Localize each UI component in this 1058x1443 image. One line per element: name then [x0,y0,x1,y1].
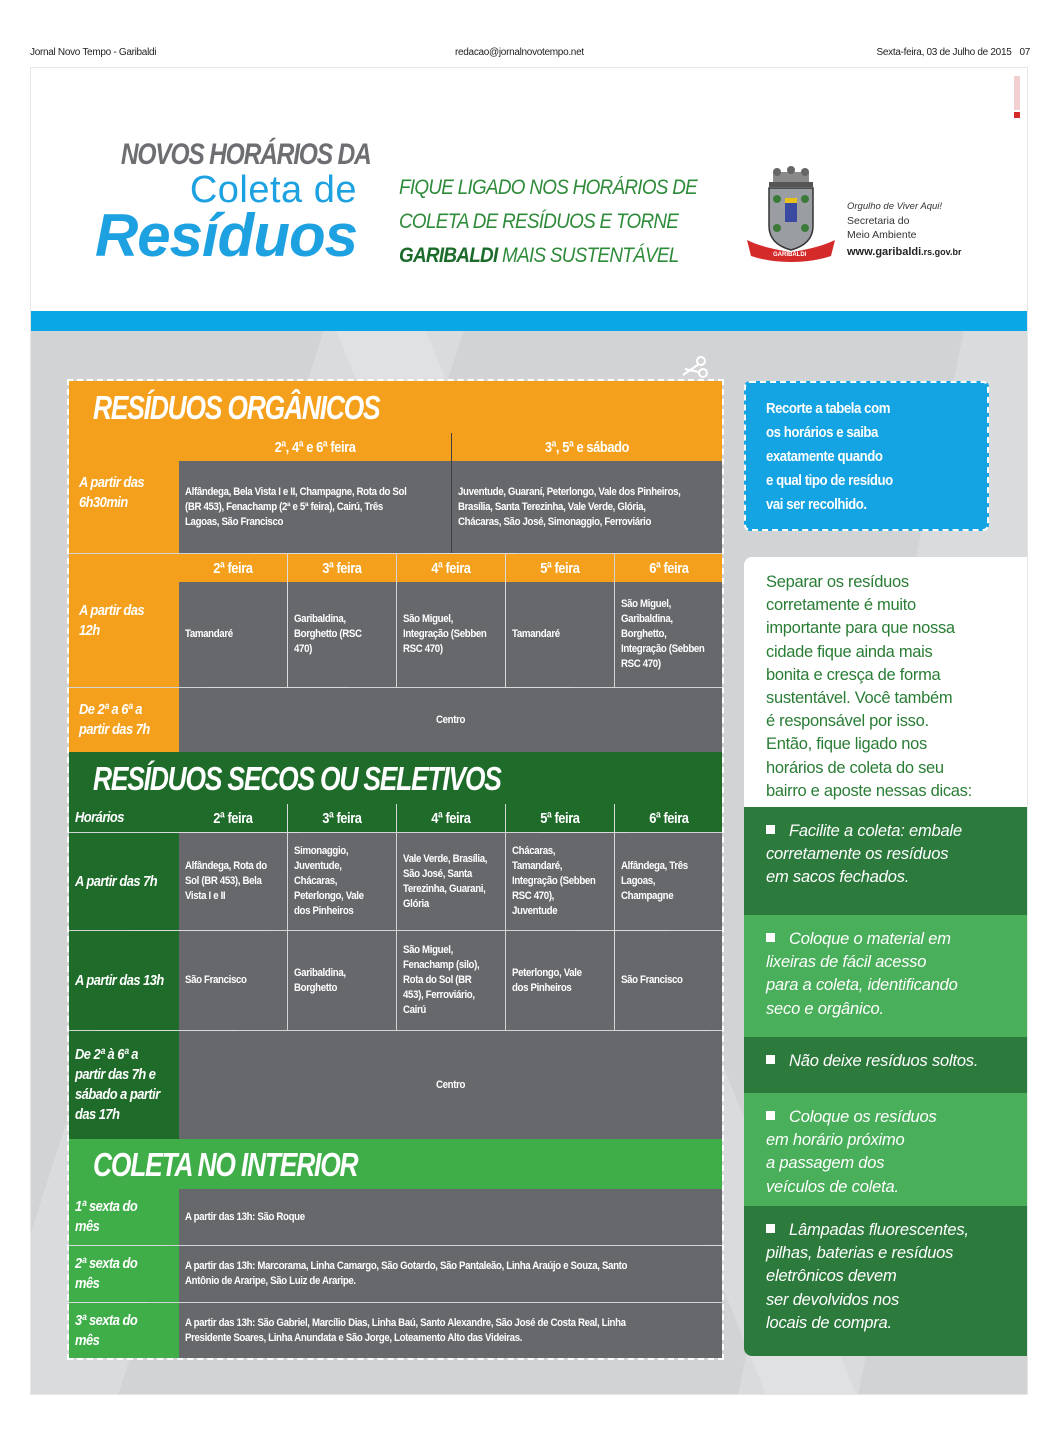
headline-line-3: Resíduos [94,202,357,269]
tip-item: Lâmpadas fluorescentes, pilhas, baterias e resíduos eletrônicos devem ser devolvidos nos locais de compra. [744,1206,1027,1356]
city-motto: Orgulho de Viver Aqui! [847,201,943,212]
headline-line-2: Coleta de [189,169,357,211]
city-website-link[interactable] [847,245,962,259]
square-bullet-icon [766,933,775,942]
ad-header [31,68,1027,311]
dry-header-wednesday: 4ª feira [397,804,505,832]
dry-cell-13h-wednesday: São Miguel, Fenachamp (silo), Rota do Sol (BR 453), Ferroviário, Cairú [397,931,505,1030]
square-bullet-icon [766,1111,775,1120]
dry-cell-7h-friday: Alfândega, Três Lagoas, Champagne [615,833,722,930]
tip-item: Coloque o material em lixeiras de fácil acesso para a coleta, identificando seco e orgânico. [744,915,1027,1037]
dry-cell-13h-friday: São Francisco [615,931,722,1030]
interior-section-title: COLETA NO INTERIOR [69,1139,722,1189]
interior-row-label-3: 3ª sexta do mês [69,1303,179,1358]
tip-item: Coloque os resíduos em horário próximo a passagem dos veículos de coleta. [744,1093,1027,1206]
interior-cell-1: A partir das 13h: São Roque [179,1189,722,1245]
blue-divider [31,311,1027,331]
organic-cell-12h-friday: São Miguel, Garibaldina, Borghetto, Integração (Sebben RSC 470) [615,582,722,687]
website-domain: www.garibaldi [847,246,922,258]
schedule-panel [31,331,1027,1394]
dry-header-schedule: Horários [69,804,179,832]
organic-header-wednesday: 4ª feira [397,554,505,582]
department-line-2: Meio Ambiente [847,229,917,241]
page-number: 07 [1019,47,1030,58]
square-bullet-icon [766,1224,775,1233]
dry-header-friday: 6ª feira [615,804,722,832]
issue-date: Sexta-feira, 03 de Julho de 2015 [876,47,1012,58]
dry-cell-13h-tuesday: Garibaldina, Borghetto [288,931,396,1030]
square-bullet-icon [766,825,775,834]
organic-cell-0630-tue-thu-sat: Juventude, Guaraní, Peterlongo, Vale dos Pinheiros, Brasília, Santa Terezinha, Vale Verde, Glória, Chácaras, São José, Simonaggio, Ferroviário [452,461,722,553]
publication-name: Jornal Novo Tempo - Garibaldi [30,47,157,58]
organic-header-monday: 2ª feira [179,554,287,582]
tagline-rest: MAIS SUSTENTÁVEL [497,244,679,267]
coat-of-arms-icon [743,166,839,262]
dry-cell-7h-monday: Alfândega, Rota do Sol (BR 453), Bela Vista I e II [179,833,287,930]
cut-out-instruction-note: Recorte a tabela com os horários e saiba exatamente quando e qual tipo de resíduo vai ser recolhido. [744,381,989,531]
tagline-line-1: FIQUE LIGADO NOS HORÁRIOS DE [399,176,698,199]
organic-cell-12h-thursday: Tamandaré [506,582,614,687]
square-bullet-icon [766,1055,775,1064]
dry-cell-centro: Centro [179,1031,722,1139]
dry-header-monday: 2ª feira [179,804,287,832]
scissors-icon [681,355,711,381]
dry-header-tuesday: 3ª feira [288,804,396,832]
organic-cell-12h-wednesday: São Miguel, Integração (Sebben RSC 470) [397,582,505,687]
organic-cell-0630-mon-wed-fri: Alfândega, Bela Vista I e II, Champagne, Rota do Sol (BR 453), Fenachamp (2ª e 5ª feira), Cairú, Três Lagoas, São Francisco [179,461,451,553]
organic-row-label-12h: A partir das 12h [69,554,179,687]
headline [69,138,371,269]
dry-cell-13h-monday: São Francisco [179,931,287,1030]
organic-cell-12h-tuesday: Garibaldina, Borghetto (RSC 470) [288,582,396,687]
contact-email[interactable]: redacao@jornalnovotempo.net [455,47,584,58]
department-info [847,200,962,259]
tagline-city: GARIBALDI [399,244,498,267]
dry-row-label-13h: A partir das 13h [69,931,179,1030]
dry-header-thursday: 5ª feira [506,804,614,832]
dry-cell-13h-thursday: Peterlongo, Vale dos Pinheiros [506,931,614,1030]
intro-note: Separar os resíduos corretamente é muito importante para que nossa cidade fique ainda mais bonita e cresça de forma sustentável. Você também é responsável por isso. Então, fique ligado nos horários de coleta do seu bairro e aposte nessas dicas: [744,557,1027,807]
organic-header-thursday: 5ª feira [506,554,614,582]
headline-line-1: NOVOS HORÁRIOS DA [120,138,371,171]
organic-cell-12h-monday: Tamandaré [179,582,287,687]
organic-row-label-centro: De 2ª a 6ª a partir das 7h [69,688,179,752]
organic-section-title: RESÍDUOS ORGÂNICOS [69,381,722,433]
publisher-imprint-icon [1013,76,1021,126]
organic-cell-centro: Centro [179,688,722,752]
dry-row-label-centro: De 2ª à 6ª a partir das 7h e sábado a partir das 17h [69,1031,179,1139]
dry-section-title: RESÍDUOS SECOS OU SELETIVOS [69,752,722,804]
department-line-1: Secretaria do [847,215,910,227]
dry-row-label-7h: A partir das 7h [69,833,179,930]
organic-row-label-0630: A partir das 6h30min [69,433,179,553]
interior-cell-3: A partir das 13h: São Gabriel, Marcílio Dias, Linha Baú, Santo Alexandre, São José de Costa Real, Linha Presidente Soares, Linha Anundata e São Jorge, Loteamento Alto das Videiras. [179,1303,722,1358]
municipal-logo [743,166,1003,266]
dry-cell-7h-tuesday: Simonaggio, Juventude, Chácaras, Peterlongo, Vale dos Pinheiros [288,833,396,930]
crest-ribbon-text: GARIBALDI [773,252,807,258]
tagline [399,171,697,273]
organic-header-mon-wed-fri: 2ª, 4ª e 6ª feira [179,433,451,461]
website-suffix: .rs.gov.br [921,247,962,257]
organic-header-friday: 6ª feira [615,554,722,582]
issue-date-and-page [877,47,1030,58]
dry-cell-7h-thursday: Chácaras, Tamandaré, Integração (Sebben RSC 470), Juventude [506,833,614,930]
tip-item: Não deixe resíduos soltos. [744,1037,1027,1093]
organic-header-tuesday: 3ª feira [288,554,396,582]
tip-item: Facilite a coleta: embale corretamente os resíduos em sacos fechados. [744,807,1027,915]
organic-header-tue-thu-sat: 3ª, 5ª e sábado [452,433,722,461]
interior-row-label-1: 1ª sexta do mês [69,1189,179,1245]
cut-out-schedule-table [67,379,724,1360]
tagline-line-2: COLETA DE RESÍDUOS E TORNE [399,210,679,233]
interior-cell-2: A partir das 13h: Marcorama, Linha Camargo, São Gotardo, São Pantaleão, Linha Araújo e Souza, Santo Antônio de Araripe, São Luiz de Araripe. [179,1246,722,1302]
running-header [30,47,1030,61]
tagline-line-3 [399,239,697,273]
dry-cell-7h-wednesday: Vale Verde, Brasília, São José, Santa Terezinha, Guarani, Glória [397,833,505,930]
interior-row-label-2: 2ª sexta do mês [69,1246,179,1302]
table-divider [451,433,452,553]
advertisement [30,67,1028,1395]
